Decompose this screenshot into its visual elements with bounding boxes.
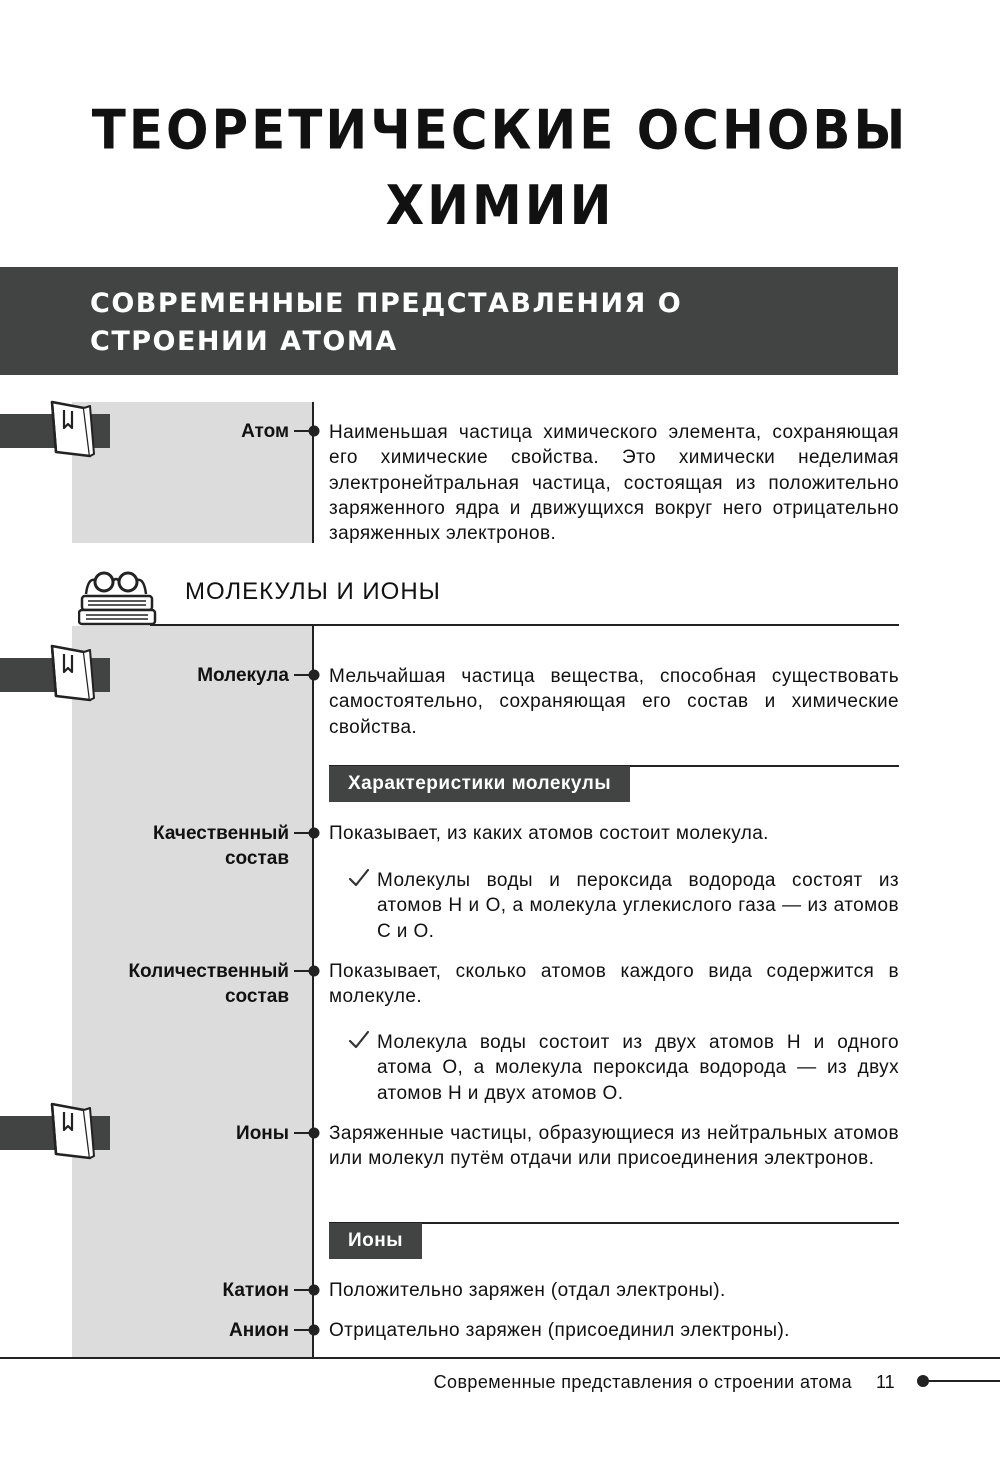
- molecule-definition: Мельчайшая частица вещества, способная существовать самостоятельно, сохраняющая его состав и химические свойства.: [329, 666, 899, 738]
- term-connector: [294, 425, 322, 437]
- term-connector: [294, 669, 322, 681]
- qualitative-example-text: Молекулы воды и пероксида водорода состоят из атомов Н и О, а молекула углекислого газа — из атомов С и О.: [377, 870, 899, 942]
- cation-term: Катион: [222, 1280, 289, 1301]
- quantitative-term: [128, 959, 289, 1009]
- molecule-term: Молекула: [197, 665, 289, 686]
- term-connector: [294, 1127, 322, 1139]
- molecules-divider: [312, 624, 314, 1358]
- qualitative-term-line-1: Качественный: [153, 823, 289, 844]
- page-marker-icon: [914, 1374, 1000, 1388]
- term-connector: [294, 965, 322, 977]
- cation-definition: Положительно заряжен (отдал электроны).: [329, 1280, 726, 1301]
- ions-subheading: Ионы: [329, 1223, 422, 1259]
- section-banner: СОВРЕМЕННЫЕ ПРЕДСТАВЛЕНИЯ О СТРОЕНИИ АТОМА: [0, 267, 898, 375]
- qualitative-term: [153, 821, 289, 871]
- ions-definition: Заряженные частицы, образующиеся из нейтральных атомов или молекул путём отдачи или присоединения электронов.: [329, 1123, 899, 1170]
- anion-definition: Отрицательно заряжен (присоединил электроны).: [329, 1320, 790, 1341]
- molecules-and-ions-heading: МОЛЕКУЛЫ И ИОНЫ: [185, 578, 441, 605]
- term-connector: [294, 827, 322, 839]
- quantitative-example: [348, 1030, 899, 1106]
- running-footer: Современные представления о строении атома: [433, 1372, 852, 1392]
- qualitative-example: [348, 868, 899, 944]
- qualitative-term-line-2: состав: [224, 848, 289, 869]
- page-number: 11: [876, 1372, 895, 1392]
- chapter-title-line-2: ХИМИИ: [385, 174, 615, 238]
- ions-term: Ионы: [236, 1123, 289, 1144]
- checkmark-icon: [348, 868, 370, 888]
- footer-rule: [0, 1357, 1000, 1359]
- characteristics-heading: Характеристики молекулы: [329, 766, 630, 802]
- glasses-on-books-icon: [78, 566, 158, 628]
- molecules-heading-rule: [150, 624, 899, 626]
- chapter-title-line-1: ТЕОРЕТИЧЕСКИЕ ОСНОВЫ: [91, 98, 909, 162]
- atom-term: Атом: [241, 421, 289, 442]
- quantitative-definition: Показывает, сколько атомов каждого вида содержится в молекуле.: [329, 961, 899, 1008]
- checkmark-icon: [348, 1030, 370, 1050]
- book-icon: [46, 398, 96, 462]
- quantitative-term-line-2: состав: [224, 986, 289, 1007]
- atom-divider: [312, 402, 314, 543]
- book-icon: [46, 642, 96, 706]
- qualitative-definition: Показывает, из каких атомов состоит молекула.: [329, 823, 769, 844]
- chapter-title: [0, 92, 1000, 243]
- quantitative-example-text: Молекула воды состоит из двух атомов Н и одного атома О, а молекула пероксида водорода — из двух атомов Н и двух атомов О.: [377, 1032, 899, 1104]
- term-connector: [294, 1324, 322, 1336]
- atom-definition: Наименьшая частица химического элемента, сохраняющая его химические свойства. Это химически неделимая электронейтральная частица, состоящая из положительно заряженного ядра и движущихся вокруг него отрицательно заряженных электронов.: [329, 422, 899, 545]
- book-icon: [46, 1100, 96, 1164]
- term-connector: [294, 1284, 322, 1296]
- anion-term: Анион: [229, 1320, 289, 1341]
- quantitative-term-line-1: Количественный: [128, 961, 289, 982]
